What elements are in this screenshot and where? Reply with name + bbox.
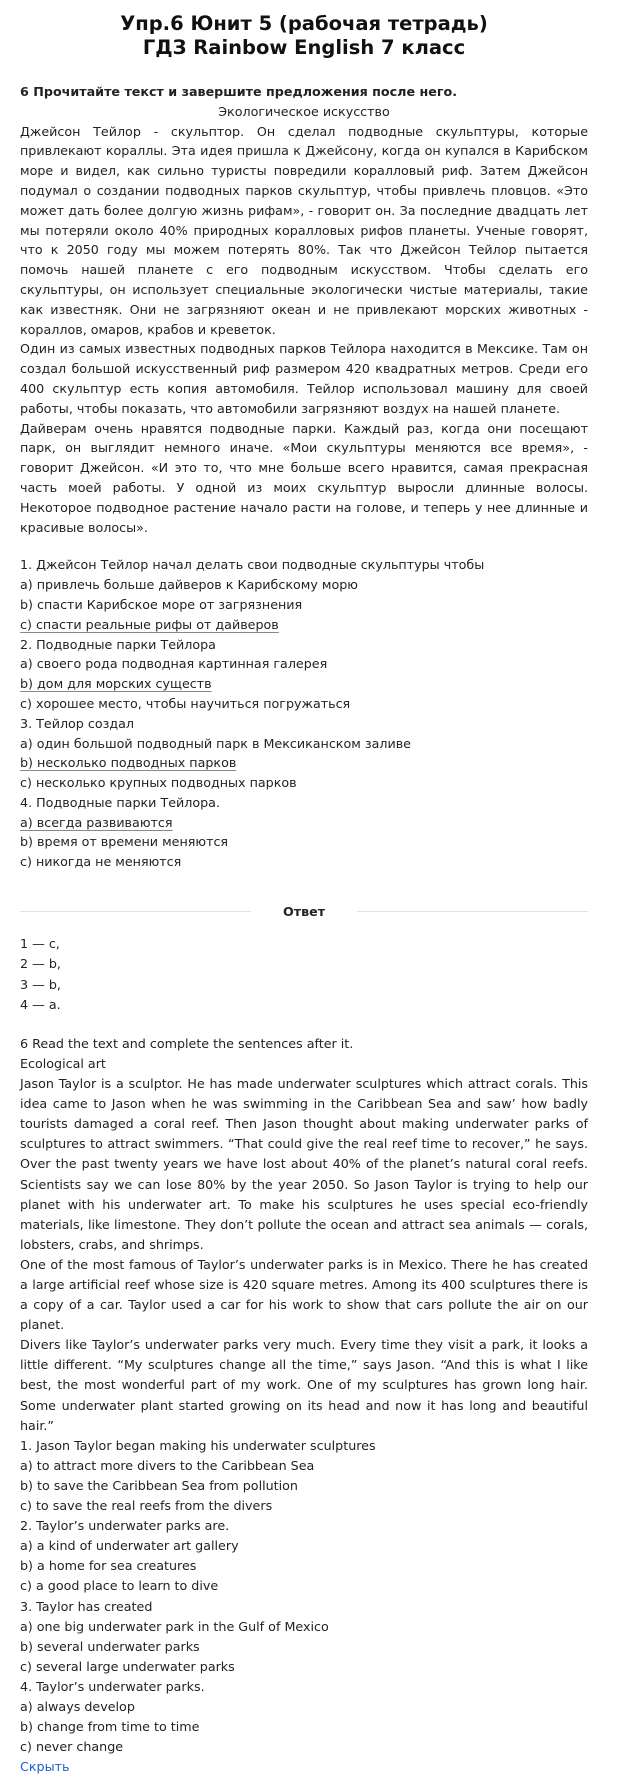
paragraph-en-3: Divers like Taylor’s underwater parks very much. Every time they visit a park, it looks a little different. “My sculptures change all the time,” says Jason. “And this is what I like best, the most wonderful part of my work. One of my sculptures has grown long hair. Some underwater plant started growing on its head and now it has long and beautiful hair.”: [20, 1337, 588, 1433]
paragraph-en-1: Jason Taylor is a sculptor. He has made underwater sculptures which attract corals. This idea came to Jason when he was swimming in the Caribbean Sea and saw’ how badly tourists damaged a coral reef. Then Jason thought about making underwater parks of sculptures to attract swimmers. “That could give the real reef time to recover,” he says. Over the past twenty years we have lost about 40% of the planet’s natural coral reefs. Scientists say we can lose 80% by the year 2050. So Jason Taylor is trying to help our planet with his underwater art. To make his sculptures he uses special eco-friendly materials, like limestone. They don’t pollute the ocean and attract sea animals — corals, lobsters, crabs, and shrimps.: [20, 1076, 588, 1252]
english-section: [20, 1034, 588, 1777]
option-ru-4c: c) никогда не меняются: [20, 854, 182, 870]
option-en-3a: a) one big underwater park in the Gulf of Mexico: [20, 1618, 329, 1634]
paragraph-ru-2: Один из самых известных подводных парков Тейлора находится в Мексике. Там он создал большой искусственный риф размером 420 квадратных метров. Среди его 400 скульптур есть копия автомобиля. Тейлор использовал машину для своей работы, чтобы показать, что автомобили загрязняют воздух на нашей планете.: [20, 341, 588, 416]
option-ru-1c-correct: c) спасти реальные рифы от дайверов: [20, 616, 279, 632]
question-ru-3: 3. Тейлор создал: [20, 715, 135, 731]
task-heading-ru: 6 Прочитайте текст и завершите предложения после него.: [20, 84, 458, 99]
divider-line-right: [357, 911, 588, 912]
option-en-3b: b) several underwater parks: [20, 1638, 200, 1654]
answer-item-3: 3 — b,: [20, 976, 61, 992]
page-title: [20, 12, 588, 60]
paragraph-ru-1: Джейсон Тейлор - скульптор. Он сделал подводные скульптуры, которые привлекают кораллы. Эта идея пришла к Джейсону, когда он купался в Карибском море и видел, как сильно туристы повредили коралловый риф. Затем Джейсон подумал о создании подводных парков скульптур, чтобы привлечь пловцов. «Это может дать более долгую жизнь рифам», - говорит он. За последние двадцать лет мы потеряли около 40% природных коралловых рифов планеты. Ученые говорят, что к 2050 году мы можем потерять 80%. Так что Джейсон Тейлор пытается помочь нашей планете с его подводным искусством. Чтобы сделать его скульптуры, он использует специальные экологически чистые материалы, такие как известняк. Они не загрязняют океан и не привлекают морских животных - кораллов, омаров, крабов и креветок.: [20, 123, 588, 337]
question-ru-2: 2. Подводные парки Тейлора: [20, 636, 216, 652]
hide-link[interactable]: Скрыть: [20, 1759, 70, 1775]
question-ru-4: 4. Подводные парки Тейлора.: [20, 794, 220, 810]
divider-line-left: [20, 911, 251, 912]
text-title-ru: Экологическое искусство: [218, 103, 390, 119]
text-title-en: Ecological art: [20, 1055, 106, 1071]
option-en-1c: c) to save the real reefs from the divers: [20, 1498, 273, 1514]
option-ru-4a-correct: a) всегда развиваются: [20, 814, 173, 830]
question-ru-1: 1. Джейсон Тейлор начал делать свои подводные скульптуры чтобы: [20, 557, 485, 573]
option-en-4c: c) never change: [20, 1739, 124, 1755]
question-en-1: 1. Jason Taylor began making his underwater sculptures: [20, 1437, 376, 1453]
answer-list: [20, 934, 588, 1016]
option-en-1a: a) to attract more divers to the Caribbean Sea: [20, 1457, 315, 1473]
title-line-1: Упр.6 Юнит 5 (рабочая тетрадь): [120, 12, 488, 35]
answer-item-4: 4 — a.: [20, 997, 61, 1013]
option-en-4b: b) change from time to time: [20, 1719, 200, 1735]
answer-item-2: 2 — b,: [20, 956, 61, 972]
option-en-2b: b) a home for sea creatures: [20, 1558, 197, 1574]
question-en-2: 2. Taylor’s underwater parks are.: [20, 1518, 230, 1534]
answer-item-1: 1 — c,: [20, 935, 60, 951]
task-heading-en: 6 Read the text and complete the sentences after it.: [20, 1035, 354, 1051]
option-ru-3c: c) несколько крупных подводных парков: [20, 775, 297, 791]
option-en-2a: a) a kind of underwater art gallery: [20, 1538, 239, 1554]
option-en-3c: c) several large underwater parks: [20, 1658, 235, 1674]
question-en-3: 3. Taylor has created: [20, 1598, 153, 1614]
russian-section: [20, 82, 588, 872]
option-ru-3b-correct: b) несколько подводных парков: [20, 755, 237, 771]
paragraph-ru-3: Дайверам очень нравятся подводные парки. Каждый раз, когда они посещают парк, он выглядит немного иначе. «Мои скульптуры меняются все время», - говорит Джейсон. «И это то, что мне больше всего нравится, самая прекрасная часть моей работы. У одной из моих скульптур выросли длинные волосы. Некоторое подводное растение начало расти на голове, и теперь у нее длинные и красивые волосы».: [20, 420, 588, 535]
option-ru-2a: a) своего рода подводная картинная галерея: [20, 656, 328, 672]
option-ru-1a: a) привлечь больше дайверов к Карибскому морю: [20, 577, 358, 593]
option-ru-4b: b) время от времени меняются: [20, 834, 229, 850]
title-line-2: ГДЗ Rainbow English 7 класс: [142, 36, 466, 59]
option-ru-2c: c) хорошее место, чтобы научиться погружаться: [20, 695, 351, 711]
questions-ru: [20, 555, 588, 872]
question-en-4: 4. Taylor’s underwater parks.: [20, 1678, 205, 1694]
option-ru-3a: a) один большой подводный парк в Мексиканском заливе: [20, 735, 411, 751]
paragraph-en-2: One of the most famous of Taylor’s underwater parks is in Mexico. There he has created a large artificial reef whose size is 420 square metres. Among its 400 sculptures there is a copy of a car. Taylor used a car for his work to show that cars pollute the air on our planet.: [20, 1256, 588, 1333]
option-en-2c: c) a good place to learn to dive: [20, 1578, 219, 1594]
option-ru-1b: b) спасти Карибское море от загрязнения: [20, 596, 303, 612]
answer-heading: Ответ: [282, 904, 326, 920]
option-en-1b: b) to save the Caribbean Sea from pollution: [20, 1477, 298, 1493]
option-ru-2b-correct: b) дом для морских существ: [20, 676, 212, 692]
option-en-4a: a) always develop: [20, 1698, 135, 1714]
questions-en: [20, 1436, 588, 1758]
answer-divider: [20, 902, 588, 922]
